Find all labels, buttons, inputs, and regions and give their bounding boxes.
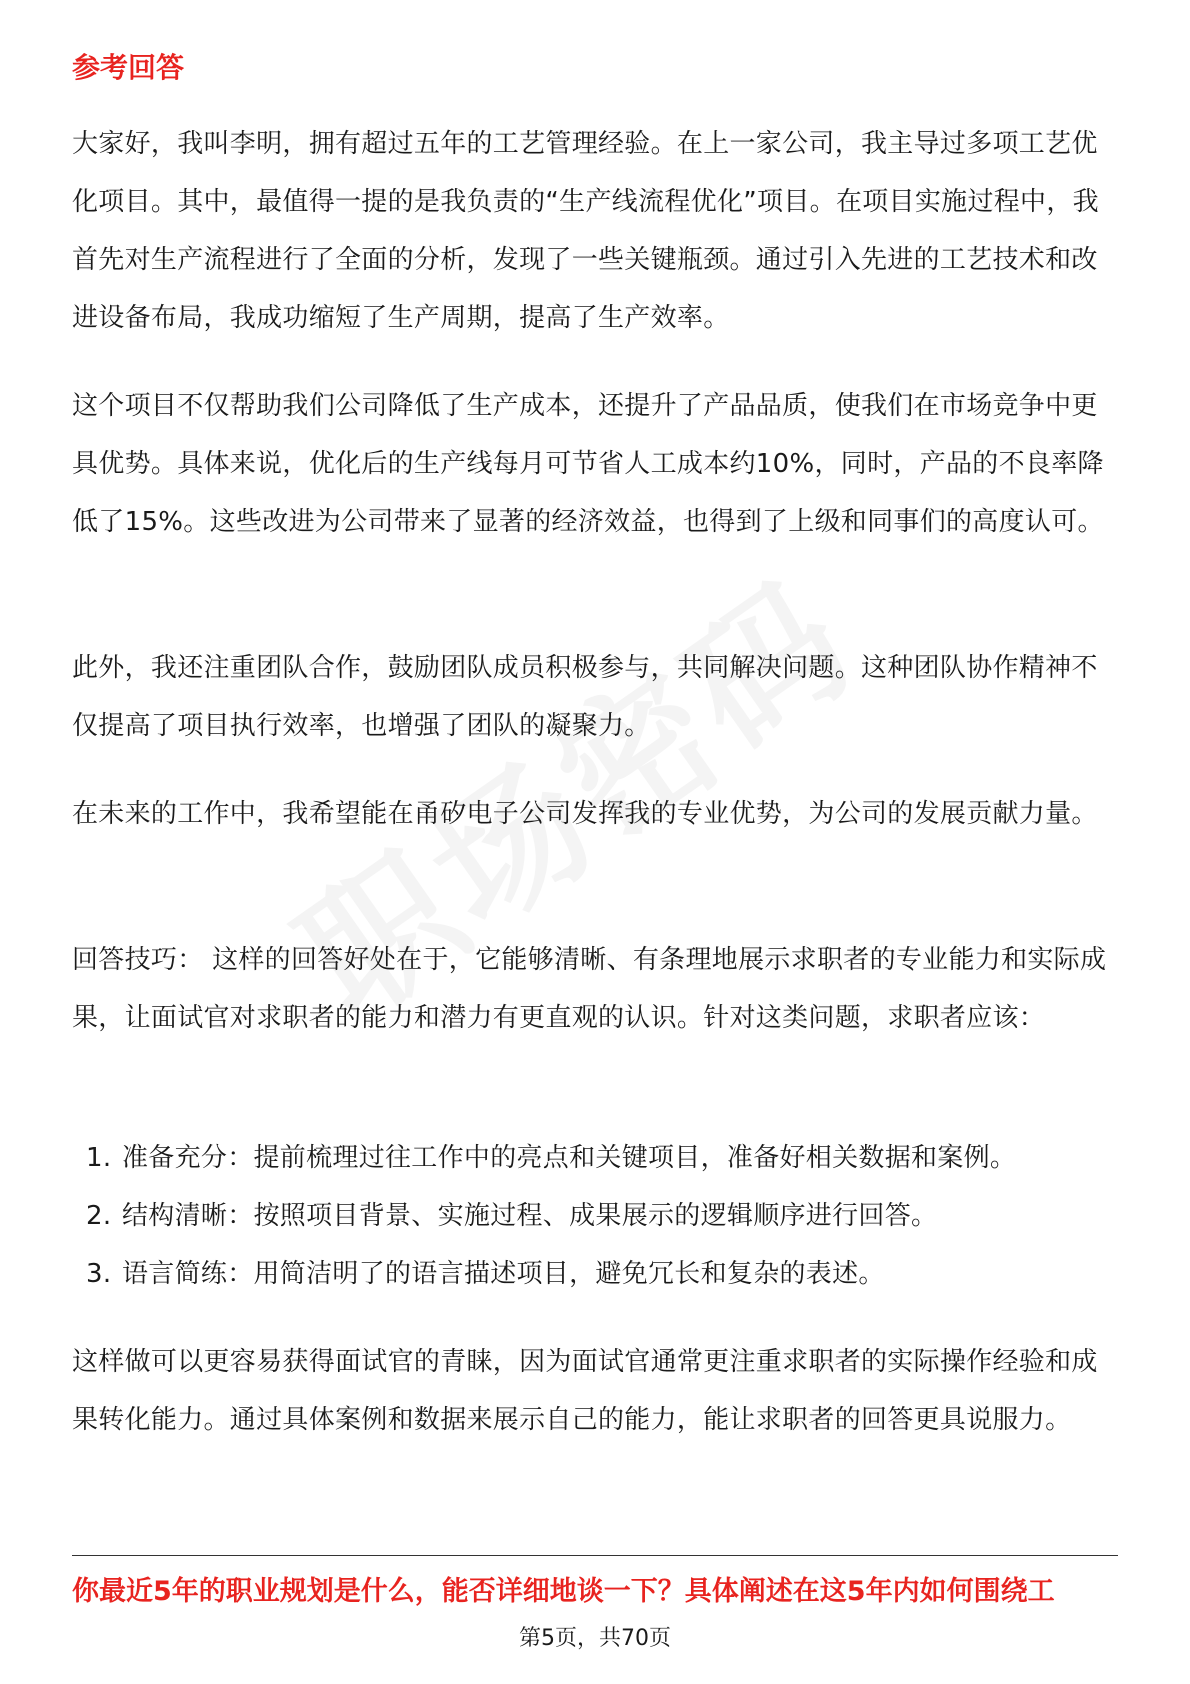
list-item: [72, 1187, 1118, 1245]
divider: [72, 1555, 1118, 1556]
paragraph-teamwork: 此外，我还注重团队合作，鼓励团队成员积极参与，共同解决问题。这种团队协作精神不仅提高了项目执行效率，也增强了团队的凝聚力。: [72, 653, 1098, 741]
list-item-number: 1.: [86, 1143, 112, 1173]
paragraph-tips-intro: 回答技巧： 这样的回答好处在于，它能够清晰、有条理地展示求职者的专业能力和实际成果，让面试官对求职者的能力和潜力有更直观的认识。针对这类问题，求职者应该：: [72, 945, 1107, 1033]
paragraph-results: 这个项目不仅帮助我们公司降低了生产成本，还提升了产品品质，使我们在市场竞争中更具优势。具体来说，优化后的生产线每月可节省人工成本约10%，同时，产品的不良率降低了15%。这些改进为公司带来了显著的经济效益，也得到了上级和同事们的高度认可。: [72, 391, 1104, 537]
paragraph-future: 在未来的工作中，我希望能在甬矽电子公司发挥我的专业优势，为公司的发展贡献力量。: [72, 799, 1098, 829]
list-item: [72, 1129, 1118, 1187]
paragraph-conclusion: 这样做可以更容易获得面试官的青睐，因为面试官通常更注重求职者的实际操作经验和成果转化能力。通过具体案例和数据来展示自己的能力，能让求职者的回答更具说服力。: [72, 1347, 1098, 1435]
paragraph-intro: 大家好，我叫李明，拥有超过五年的工艺管理经验。在上一家公司，我主导过多项工艺优化项目。其中，最值得一提的是我负责的“生产线流程优化”项目。在项目实施过程中，我首先对生产流程进行了全面的分析，发现了一些关键瓶颈。通过引入先进的工艺技术和改进设备布局，我成功缩短了生产周期，提高了生产效率。: [72, 129, 1099, 333]
section-title: 参考回答: [72, 51, 185, 84]
list-item-text: 结构清晰：按照项目背景、实施过程、成果展示的逻辑顺序进行回答。: [122, 1201, 938, 1231]
next-question-heading: 你最近5年的职业规划是什么，能否详细地谈一下？具体阐述在这5年内如何围绕工: [72, 1576, 1055, 1607]
tips-list: [72, 1129, 1118, 1303]
list-item-number: 3.: [86, 1259, 112, 1289]
document-page: [72, 0, 1118, 1684]
list-item-text: 语言简练：用简洁明了的语言描述项目，避免冗长和复杂的表述。: [122, 1259, 885, 1289]
page-number: 第5页，共70页: [519, 1626, 671, 1651]
list-item-text: 准备充分：提前梳理过往工作中的亮点和关键项目，准备好相关数据和案例。: [122, 1143, 1017, 1173]
list-item: [72, 1245, 1118, 1303]
list-item-number: 2.: [86, 1201, 112, 1231]
